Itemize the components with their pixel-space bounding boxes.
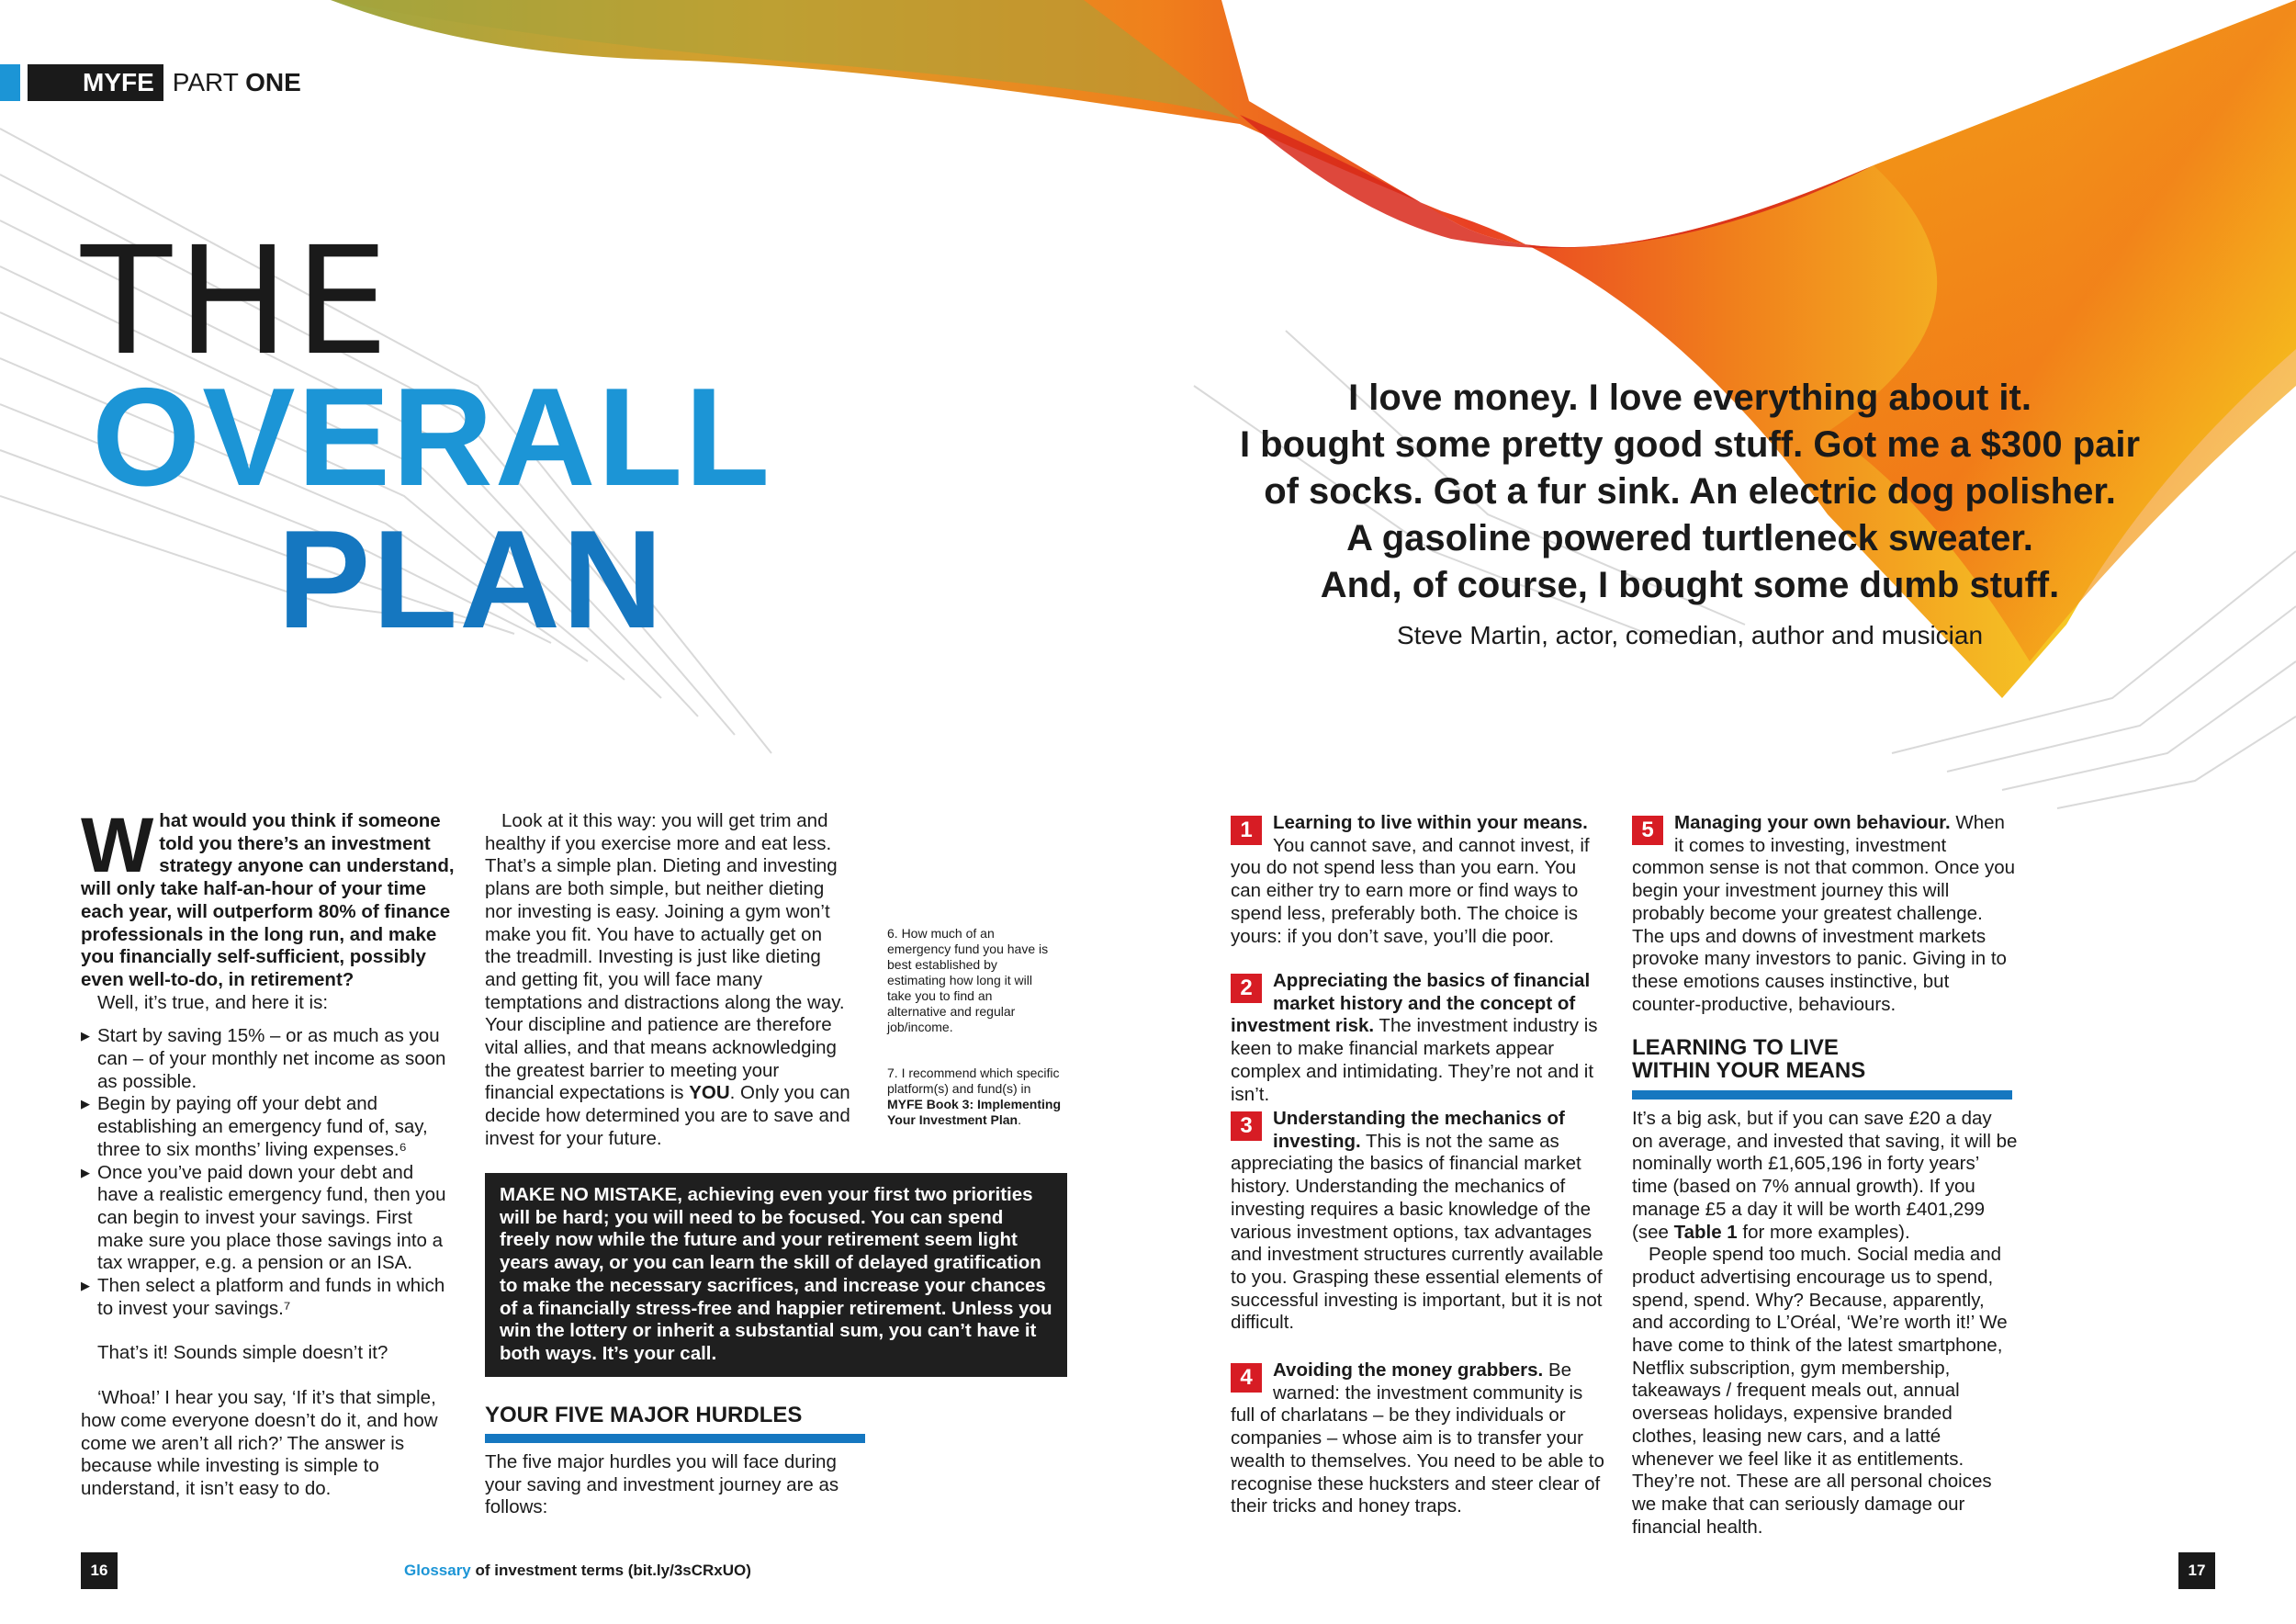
brand-label: MYFE: [28, 64, 163, 101]
paragraph: Look at it this way: you will get trim and healthy if you exercise more and eat less. That’s a simple plan. Dieting and investing plans are both simple, but neither dieting nor investing is easy. Joining a gym won’t make you fit. You have to actually get on the treadmill. Investing is just like dieting and getting fit, you will face many temptations and distractions along the way. Your discipline and patience are therefore vital allies, and that means acknowledging the greatest barrier to meeting your financial expectations is YOU. Only you can decide how determined you are to save and invest for your future.: [485, 810, 850, 1149]
list-item: ▶ Start by saving 15% – or as much as you can – of your monthly net income as soon as possible.: [81, 1025, 459, 1093]
hurdle-2: 2 Appreciating the basics of financial market history and the concept of investment risk. The investment industry is keen to make financial markets appear complex and intimidating. They’re not and it isn’t.: [1231, 970, 1598, 1105]
quote-line: I love money. I love everything about it.: [1348, 378, 2032, 418]
quote-attribution: Steve Martin, actor, comedian, author and musician: [1396, 621, 1984, 649]
steps-list: [81, 1025, 459, 1320]
learning-heading: LEARNING TO LIVE WITHIN YOUR MEANS: [1632, 1035, 1866, 1083]
list-item: ▶ Once you’ve paid down your debt and have a realistic emergency fund, then you can begin to invest your savings. First make sure you place those savings into a tax wrapper, e.g. a pension or an ISA.: [81, 1162, 459, 1276]
tag-accent: [0, 64, 20, 101]
hurdle-number: 4: [1231, 1363, 1262, 1393]
footnote-7: 7. I recommend which specific platform(s) and fund(s) in MYFE Book 3: Implementing Your Investment Plan.: [887, 1066, 1062, 1127]
heading-rule: [1632, 1090, 2012, 1100]
page-number-right: 17: [2178, 1552, 2215, 1589]
paragraph: That’s it! Sounds simple doesn’t it?: [97, 1342, 388, 1364]
learning-body: [1632, 1108, 2018, 1539]
intro-paragraph: What would you think if someone told you there’s an investment strategy anyone can understand, will only take half-an-hour of your time each year, will outperform 80% of finance professionals in the long run, and make you financially self-sufficient, possibly even well-to-do, in retirement?: [81, 802, 455, 990]
section-tag: [0, 64, 301, 101]
heading-rule: [485, 1434, 865, 1443]
column-1: [81, 802, 459, 1501]
quote-line: And, of course, I bought some dumb stuff.: [1320, 565, 2060, 605]
glossary-link[interactable]: Glossary of investment terms (bit.ly/3sCRxUO): [404, 1562, 751, 1579]
column-2: [485, 810, 852, 1151]
hurdles-intro: The five major hurdles you will face during your saving and investment journey are as follows:: [485, 1451, 839, 1518]
footnote-6: 6. How much of an emergency fund you have is best established by estimating how long it will take you to find an alternative and regular job/income.: [887, 926, 1049, 1034]
page-number-left: 16: [81, 1552, 118, 1589]
title-line-the: THE: [81, 216, 395, 389]
quote-line: of socks. Got a fur sink. An electric dog polisher.: [1264, 471, 2116, 512]
drop-cap: W: [81, 802, 154, 888]
callout-box: MAKE NO MISTAKE, achieving even your first two priorities will be hard; you will need to be focused. You can spend freely now while the future and your retirement seem light years away, or you can learn the skill of delayed gratification to make the necessary sacrifices, and increase your chances of a financially stress-free and happier retirement. Unless you win the lottery or inherit a substantial sum, you can’t have it both ways. It’s your call.: [485, 1173, 1067, 1377]
paragraph: People spend too much. Social media and product advertising encourage us to spend, spend, spend. Why? Because, apparently, and according to L’Oréal, ‘We’re worth it!’ We have come to think of the latest smartphone, Netflix subscription, gym membership, takeaways / frequent meals out, annual overseas holidays, expensive branded clothes, leasing new cars, and a latté whenever we feel like it as entitlements. They’re not. These are all personal choices we make that can seriously damage our financial health.: [1632, 1244, 2008, 1538]
hurdle-number: 1: [1231, 816, 1262, 845]
pull-quote: [1221, 375, 2158, 609]
hurdle-1: 1 Learning to live within your means. You cannot save, and cannot invest, if you do not spend less than you earn. You can either try to earn more or find ways to spend less, preferably both. The choice is yours: if you don’t save, you’ll die poor.: [1231, 812, 1590, 947]
hurdles-heading: YOUR FIVE MAJOR HURDLES: [485, 1403, 803, 1427]
hurdle-number: 5: [1632, 816, 1663, 845]
paragraph: It’s a big ask, but if you can save £20 a day on average, and invested that saving, it will be nominally worth £1,605,196 in forty years’ time (based on 7% annual growth). If you manage £5 a day it will be worth £401,299 (see Table 1 for more examples).: [1632, 1108, 2018, 1243]
hurdle-number: 2: [1231, 974, 1262, 1003]
paragraph: ‘Whoa!’ I hear you say, ‘If it’s that simple, how come everyone doesn’t do it, and how come we aren’t all rich?’ The answer is because while investing is simple to understand, it isn’t easy to do.: [81, 1387, 438, 1499]
hurdle-number: 3: [1231, 1111, 1262, 1141]
hurdle-3: 3 Understanding the mechanics of investing. This is not the same as appreciating the basics of financial market history. Understanding the mechanics of investing requires a basic knowledge of the various investment options, tax advantages and investment structures currently available to you. Grasping these essential elements of successful investing is important, but it is not difficult.: [1231, 1108, 1604, 1334]
title-line-overall: OVERALL: [92, 359, 772, 515]
quote-line: A gasoline powered turtleneck sweater.: [1346, 518, 2033, 558]
hurdle-4: 4 Avoiding the money grabbers. Be warned: the investment community is full of charlatans – be they individuals or companies – whose aim is to transfer your wealth to themselves. You need to be able to recognise these hucksters and steer clear of their tricks and honey traps.: [1231, 1359, 1604, 1517]
list-item: ▶ Then select a platform and funds in which to invest your savings.⁷: [81, 1275, 459, 1320]
hurdle-5: 5 Managing your own behaviour. When it comes to investing, investment common sense is not that common. Once you begin your investment journey this will probably become your greatest challenge. The ups and downs of investment markets provoke many investors to panic. Giving in to these emotions causes instinctive, but counter-productive, behaviours.: [1632, 812, 2016, 1015]
list-item: ▶ Begin by paying off your debt and establishing an emergency fund of, say, three to six months’ living expenses.⁶: [81, 1093, 459, 1161]
lead-text: Well, it’s true, and here it is:: [97, 991, 329, 1013]
title-line-plan: PLAN: [277, 502, 665, 658]
part-label: PART ONE: [172, 68, 301, 96]
quote-line: I bought some pretty good stuff. Got me a $300 pair: [1239, 424, 2141, 465]
